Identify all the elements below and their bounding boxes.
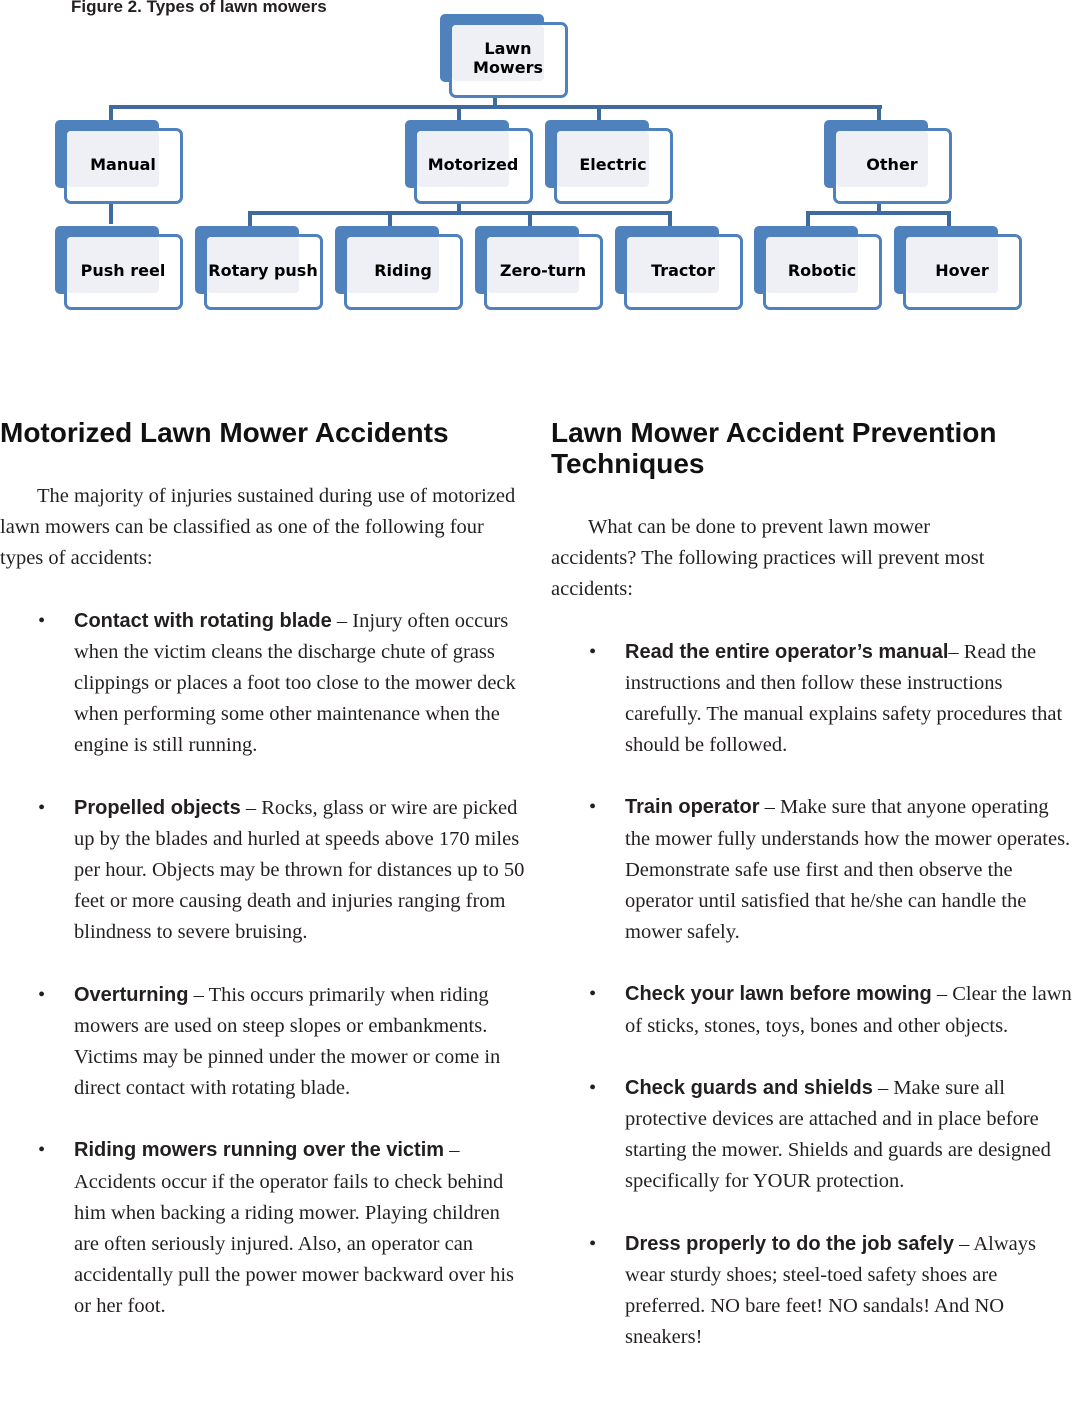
right-column [551,512,1075,1353]
node-label: Lawn Mowers [473,39,543,77]
bullet-item [551,1073,1075,1198]
node-label: Tractor [651,260,715,280]
bullet-item [0,1135,525,1322]
node-label: Robotic [787,260,857,280]
bullet-title: Contact with rotating blade [74,609,332,632]
left-intro: The majority of injuries sustained during use of motorized lawn mowers can be classified as one of the following four types of accidents: [0,485,516,570]
bullet-title: Read the entire operator’s manual [625,640,949,663]
bullet-title: Propelled objects [74,796,241,819]
bullet-item [0,606,525,762]
bullet-title: Train operator [625,796,760,819]
bullet-item [0,980,525,1105]
node-label: Electric [579,154,647,174]
bullet-item [551,979,1075,1041]
right-intro: What can be done to prevent lawn mower accidents? The following practices will prevent most accidents: [551,516,985,601]
bullet-text: – Accidents occur if the operator fails to check behind him when backing a riding mower. Playing children are often seriously injured. Also, an operator can accidentally pull the power mower backward over his or her foot. [74,1139,515,1318]
bullet-title: Dress properly to do the job safely [625,1232,954,1255]
chart-node [615,226,743,318]
chart-node [894,226,1022,318]
chart-node [55,226,183,318]
node-label: Manual [90,154,156,174]
node-label: Hover [935,260,989,280]
node-label: Other [866,154,918,174]
chart-node [405,120,533,212]
bullet-text: – Always wear sturdy shoes; steel-toed safety shoes are preferred. NO bare feet! NO sandals! And NO sneakers! [625,1232,1036,1349]
chart-node [754,226,882,318]
node-label: Motorized [427,154,519,174]
bullet-text: – Rocks, glass or wire are picked up by the blades and hurled at speeds above 170 miles per hour. Objects may be thrown for distances up to 50 feet or more causing death and injuries ranging from blindness to severe bruising. [74,796,525,944]
left-heading: Motorized Lawn Mower Accidents [0,417,449,448]
bullet-title: Check your lawn before mowing [625,983,932,1006]
bullet-text: – Clear the lawn of sticks, stones, toys, bones and other objects. [625,983,1072,1037]
chart-node [475,226,603,318]
node-label: Riding [374,260,432,280]
bullet-title: Check guards and shields [625,1076,873,1099]
node-label: Rotary push [208,260,318,280]
chart-node [335,226,463,318]
chart-node [195,226,323,318]
chart-node [440,14,568,106]
bullet-text: – This occurs primarily when riding mowers are used on steep slopes or embankments. Victims may be pinned under the mower or come in direct contact with rotating blade. [74,983,501,1100]
left-column [0,481,525,1323]
node-label: Zero-turn [499,260,587,280]
bullet-item [551,1229,1075,1354]
figure-caption: Figure 2. Types of lawn mowers [71,0,327,16]
bullet-text: – Read the instructions and then follow these instructions carefully. The manual explains safety procedures that should be followed. [625,640,1063,757]
bullet-text: – Make sure that anyone operating the mower fully understands how the mower operates. Demonstrate safe use first and then observe the operator until satisfied that he/she can handle the mower safely. [625,796,1071,944]
bullet-title: Riding mowers running over the victim [74,1139,445,1162]
chart-node [824,120,952,212]
right-heading: Lawn Mower Accident Prevention Techniques [551,417,997,479]
chart-node [545,120,673,212]
node-label: Push reel [80,260,166,280]
bullet-text: – Make sure all protective devices are attached and in place before starting the mower. Shields and guards are designed specifically for YOUR protection. [625,1076,1051,1193]
bullet-item [551,637,1075,762]
bullet-item [551,792,1075,948]
chart-node [55,120,183,212]
bullet-title: Overturning [74,983,189,1006]
bullet-text: – Injury often occurs when the victim cleans the discharge chute of grass clippings or places a foot too close to the mower deck when performing some other maintenance when the engine is still running. [74,609,516,757]
bullet-item [0,793,525,949]
